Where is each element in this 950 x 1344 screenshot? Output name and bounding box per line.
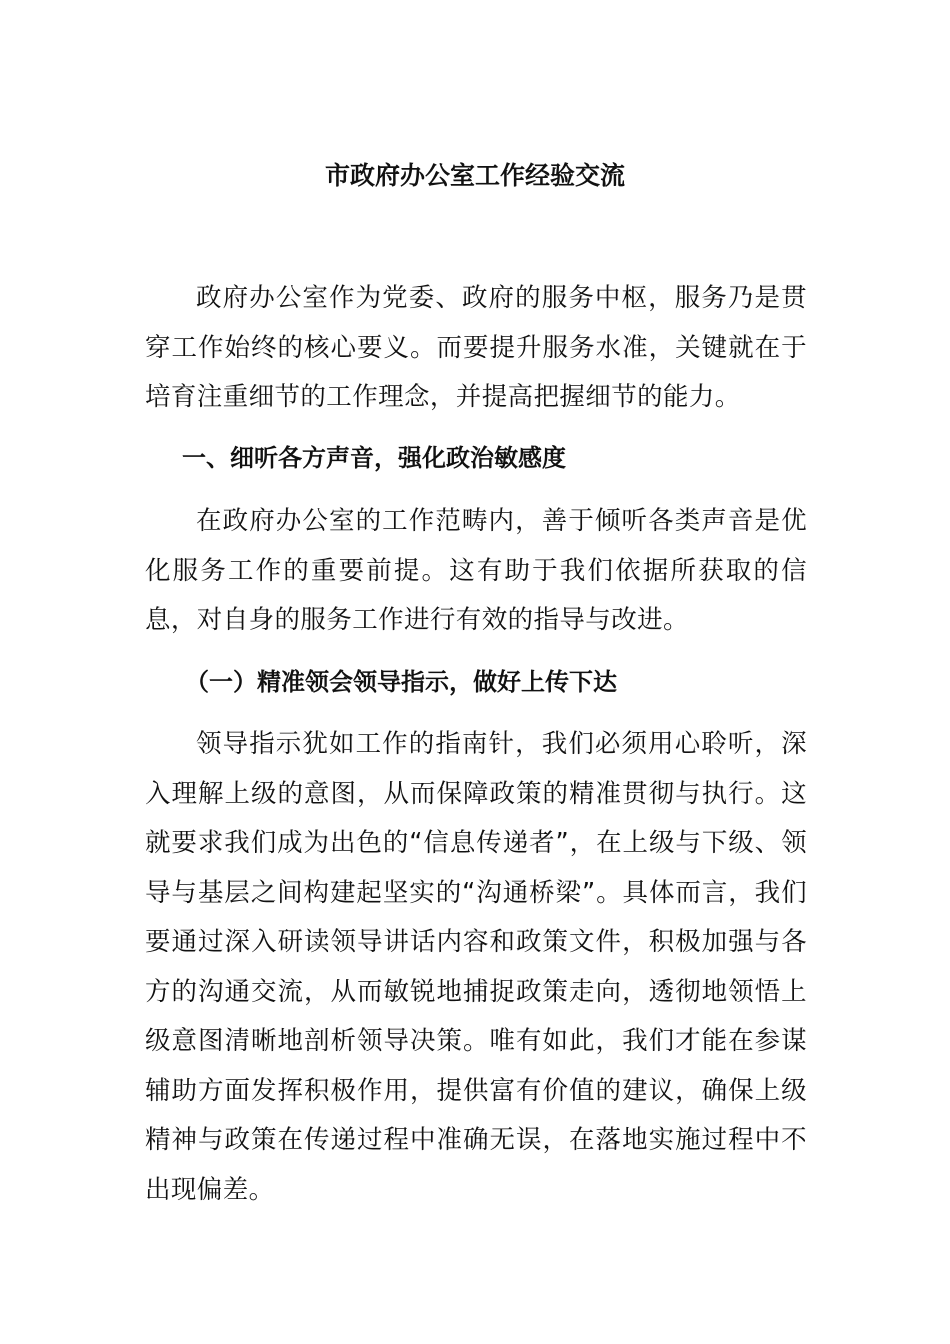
section-heading-1: 一、细听各方声音，强化政治敏感度 [182, 444, 566, 472]
section-paragraph-1: 在政府办公室的工作范畴内，善于倾听各类声音是优化服务工作的重要前提。这有助于我们依据所获取的信息，对自身的服务工作进行有效的指导与改进。 [145, 506, 807, 635]
intro-paragraph: 政府办公室作为党委、政府的服务中枢，服务乃是贯穿工作始终的核心要义。而要提升服务水准，关键就在于培育注重细节的工作理念，并提高把握细节的能力。 [145, 283, 807, 412]
document-title: 市政府办公室工作经验交流 [324, 161, 625, 190]
subsection-heading-1: （一）精准领会领导指示，做好上传下达 [185, 668, 617, 696]
subsection-paragraph-1: 领导指示犹如工作的指南针，我们必须用心聆听，深入理解上级的意图，从而保障政策的精准贯彻与执行。这就要求我们成为出色的“信息传递者”，在上级与下级、领导与基层之间构建起坚实的“沟通桥梁”。具体而言，我们要通过深入研读领导讲话内容和政策文件，积极加强与各方的沟通交流，从而敏锐地捕捉政策走向，透彻地领悟上级意图清晰地剖析领导决策。唯有如此，我们才能在参谋辅助方面发挥积极作用，提供富有价值的建议，确保上级精神与政策在传递过程中准确无误，在落地实施过程中不出现偏差。 [145, 729, 807, 1205]
